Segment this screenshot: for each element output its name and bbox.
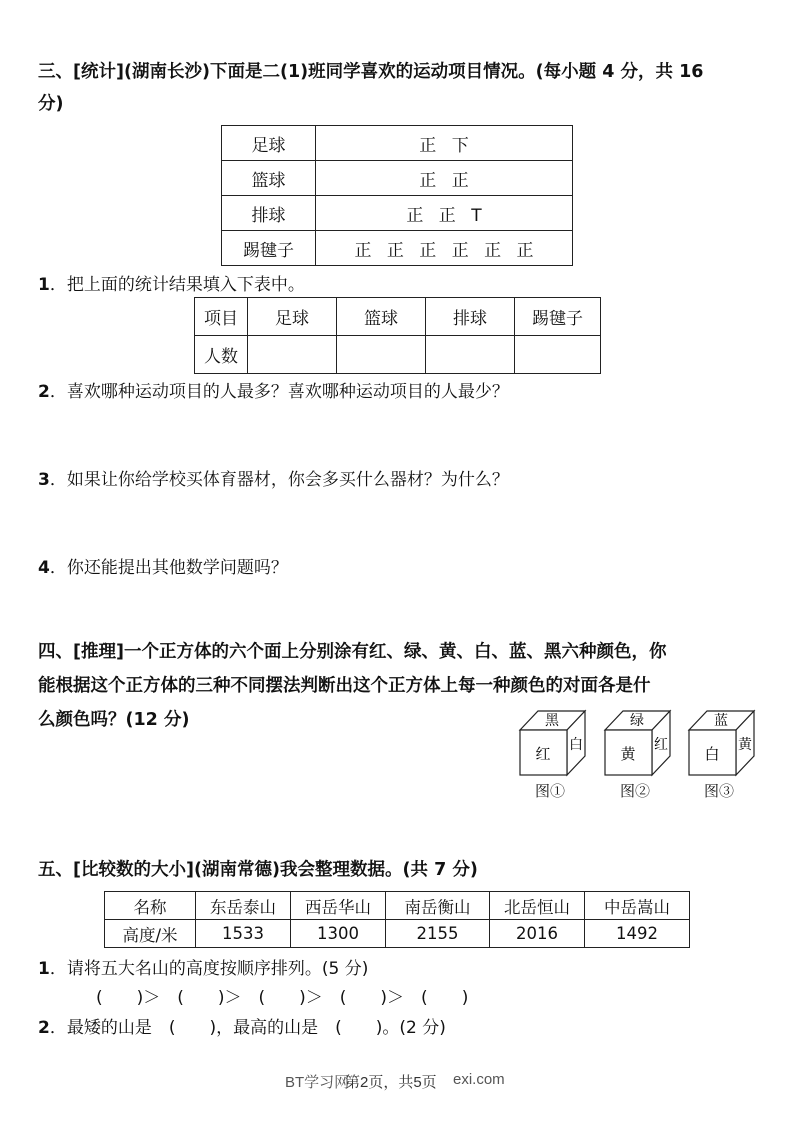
cube-figure-2 xyxy=(603,708,673,803)
cube-top-label: 蓝 xyxy=(714,713,728,729)
section4-title-line3: 么颜色吗？(12 分) xyxy=(38,710,190,730)
cube-front-label: 红 xyxy=(535,745,551,763)
s3-question-3: 3．如果让你给学校买体育器材，你会多买什么器材？为什么？ xyxy=(38,470,509,490)
page-footer xyxy=(285,1071,515,1091)
fill-header: 排球 xyxy=(426,298,515,336)
mountain-header: 中岳嵩山 xyxy=(585,892,690,920)
table-row xyxy=(105,920,690,948)
cube-top-label: 绿 xyxy=(630,713,644,729)
s3-question-1: 1．把上面的统计结果填入下表中。 xyxy=(38,275,305,295)
mountain-header: 南岳衡山 xyxy=(386,892,490,920)
cube-icon xyxy=(603,708,673,778)
cube-side-label: 红 xyxy=(654,737,668,753)
section4-title-line2: 能根据这个正方体的三种不同摆法判断出这个正方体上每一种颜色的对面各是什 xyxy=(38,676,651,696)
tally-item: 排球 xyxy=(222,196,316,231)
cube-top-label: 黑 xyxy=(545,713,559,729)
table-row xyxy=(105,892,690,920)
answer-cell[interactable] xyxy=(426,336,515,374)
page-number: 第2页，共5页 xyxy=(345,1074,437,1091)
section4-title-line1: 四、[推理]一个正方体的六个面上分别涂有红、绿、黄、白、蓝、黑六种颜色，你 xyxy=(38,642,667,662)
cube-caption: 图① xyxy=(535,782,566,800)
cube-side-label: 黄 xyxy=(738,737,752,753)
height-value: 1300 xyxy=(291,920,386,948)
table-row xyxy=(222,231,573,266)
height-value: 2155 xyxy=(386,920,490,948)
s5-question-1: 1．请将五大名山的高度按顺序排列。(5 分) xyxy=(38,959,369,979)
answer-cell[interactable] xyxy=(515,336,601,374)
cube-front-label: 白 xyxy=(704,745,720,763)
cube-caption: 图③ xyxy=(704,782,735,800)
mountain-header: 名称 xyxy=(105,892,196,920)
fill-table xyxy=(194,297,601,374)
cube-side-label: 白 xyxy=(569,737,583,753)
height-row-label: 高度/米 xyxy=(105,920,196,948)
mountain-table xyxy=(104,891,690,948)
answer-cell[interactable] xyxy=(248,336,337,374)
cube-icon xyxy=(687,708,757,778)
section3-title-line1: 三、[统计](湖南长沙)下面是二(1)班同学喜欢的运动项目情况。(每小题 4 分，共 16 xyxy=(38,62,704,82)
s3-question-4: 4．你还能提出其他数学问题吗？ xyxy=(38,558,288,578)
tally-item: 篮球 xyxy=(222,161,316,196)
mountain-header: 北岳恒山 xyxy=(490,892,585,920)
tally-item: 踢毽子 xyxy=(222,231,316,266)
fill-header: 项目 xyxy=(195,298,248,336)
table-row xyxy=(222,161,573,196)
height-value: 2016 xyxy=(490,920,585,948)
tally-marks: 正 正 xyxy=(316,161,573,196)
cube-caption: 图② xyxy=(620,782,651,800)
table-row xyxy=(222,126,573,161)
height-value: 1492 xyxy=(585,920,690,948)
tally-table xyxy=(221,125,573,266)
s3-question-2: 2．喜欢哪种运动项目的人最多？喜欢哪种运动项目的人最少？ xyxy=(38,382,509,402)
fill-header: 踢毽子 xyxy=(515,298,601,336)
tally-marks: 正 正 T xyxy=(316,196,573,231)
fill-header: 足球 xyxy=(248,298,337,336)
cube-front-label: 黄 xyxy=(620,745,636,763)
watermark-text: BT学习网 xyxy=(285,1074,350,1091)
section5-title: 五、[比较数的大小](湖南常德)我会整理数据。(共 7 分) xyxy=(38,860,478,880)
mountain-header: 东岳泰山 xyxy=(196,892,291,920)
table-row xyxy=(195,336,601,374)
table-row xyxy=(222,196,573,231)
tally-marks: 正 正 正 正 正 正 xyxy=(316,231,573,266)
cube-figure-1 xyxy=(518,708,588,803)
s5-question-2: 2．最矮的山是 ( )，最高的山是 ( )。(2 分) xyxy=(38,1018,446,1038)
fill-header: 篮球 xyxy=(337,298,426,336)
tally-marks: 正 下 xyxy=(316,126,573,161)
cube-figure-3 xyxy=(687,708,757,803)
cube-icon xyxy=(518,708,588,778)
mountain-header: 西岳华山 xyxy=(291,892,386,920)
answer-cell[interactable] xyxy=(337,336,426,374)
tally-item: 足球 xyxy=(222,126,316,161)
table-row xyxy=(195,298,601,336)
s5-ordering-blanks[interactable]: ( )＞ ( )＞ ( )＞ ( )＞ ( ) xyxy=(96,988,469,1008)
watermark-site: exi.com xyxy=(453,1071,505,1088)
section3-title-line2: 分) xyxy=(38,94,64,114)
height-value: 1533 xyxy=(196,920,291,948)
fill-row-label: 人数 xyxy=(195,336,248,374)
